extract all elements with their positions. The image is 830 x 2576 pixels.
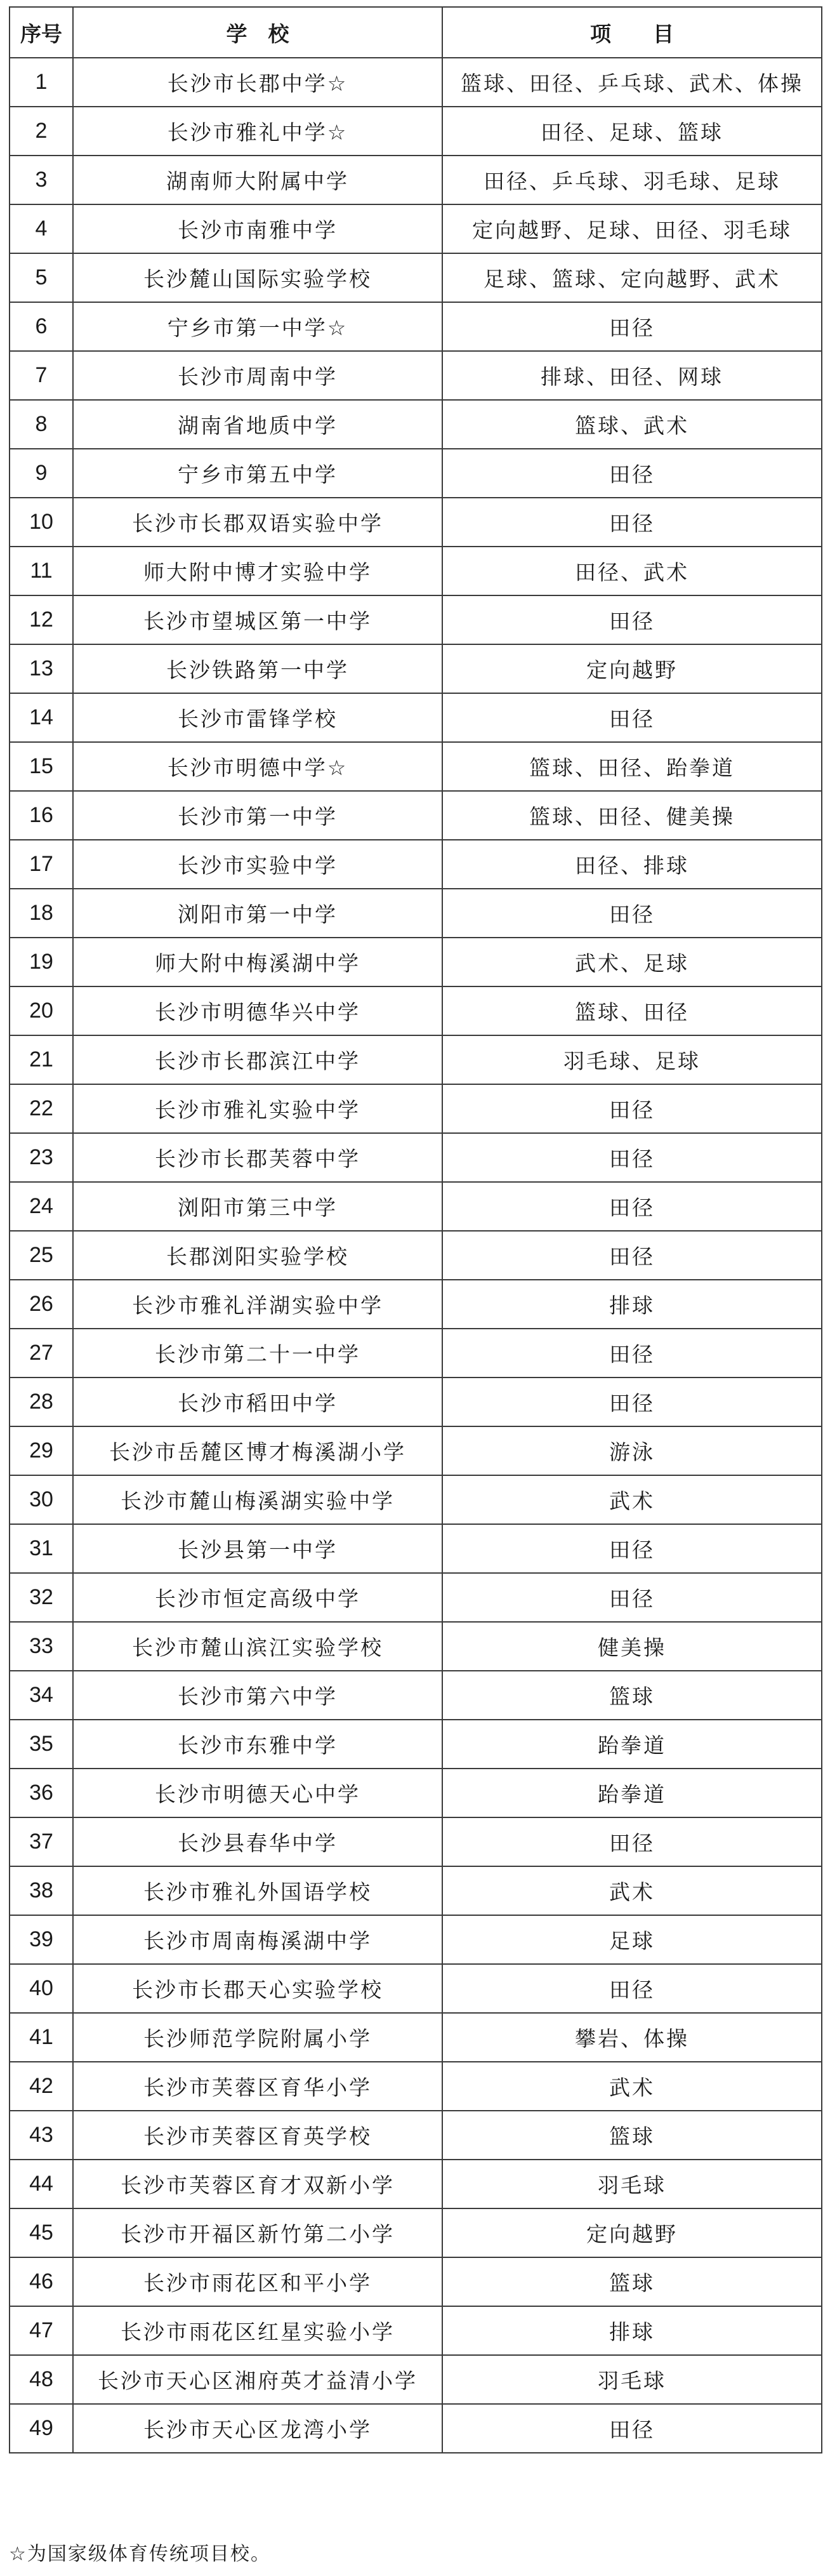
row-number: 11 bbox=[10, 547, 73, 595]
sport-items: 篮球 bbox=[442, 2257, 822, 2306]
table-row bbox=[10, 938, 822, 986]
school-name: 长沙市第一中学 bbox=[73, 791, 442, 840]
sport-items: 定向越野 bbox=[442, 2208, 822, 2257]
header-number: 序号 bbox=[10, 7, 73, 58]
sport-items: 定向越野、足球、田径、羽毛球 bbox=[442, 204, 822, 253]
sport-items: 武术、足球 bbox=[442, 938, 822, 986]
table-row bbox=[10, 1671, 822, 1720]
school-sports-table bbox=[9, 6, 822, 2453]
table-row bbox=[10, 2111, 822, 2160]
sport-items: 田径 bbox=[442, 1329, 822, 1378]
row-number: 15 bbox=[10, 742, 73, 791]
sport-items: 武术 bbox=[442, 1866, 822, 1915]
school-name: 宁乡市第五中学 bbox=[73, 449, 442, 498]
table-row bbox=[10, 1084, 822, 1133]
table-row bbox=[10, 204, 822, 253]
school-name: 长沙市长郡中学☆ bbox=[73, 58, 442, 107]
school-name: 长沙市明德华兴中学 bbox=[73, 986, 442, 1035]
header-school: 学 校 bbox=[73, 7, 442, 58]
school-name: 长沙市开福区新竹第二小学 bbox=[73, 2208, 442, 2257]
school-name: 长沙市雨花区红星实验小学 bbox=[73, 2306, 442, 2355]
row-number: 29 bbox=[10, 1426, 73, 1475]
row-number: 8 bbox=[10, 400, 73, 449]
row-number: 12 bbox=[10, 595, 73, 644]
table-row bbox=[10, 58, 822, 107]
table-row bbox=[10, 1182, 822, 1231]
footnote: ☆为国家级体育传统项目校。 bbox=[9, 2543, 271, 2565]
sport-items: 羽毛球 bbox=[442, 2355, 822, 2404]
row-number: 20 bbox=[10, 986, 73, 1035]
row-number: 24 bbox=[10, 1182, 73, 1231]
school-name: 宁乡市第一中学☆ bbox=[73, 302, 442, 351]
school-name: 长沙市芙蓉区育才双新小学 bbox=[73, 2160, 442, 2208]
row-number: 43 bbox=[10, 2111, 73, 2160]
row-number: 21 bbox=[10, 1035, 73, 1084]
sport-items: 田径 bbox=[442, 1964, 822, 2013]
table-row bbox=[10, 107, 822, 156]
table-row bbox=[10, 1573, 822, 1622]
row-number: 40 bbox=[10, 1964, 73, 2013]
school-name: 长沙市望城区第一中学 bbox=[73, 595, 442, 644]
table-row bbox=[10, 1964, 822, 2013]
table-row bbox=[10, 1426, 822, 1475]
school-name: 长沙市麓山梅溪湖实验中学 bbox=[73, 1475, 442, 1524]
sport-items: 羽毛球、足球 bbox=[442, 1035, 822, 1084]
table-row bbox=[10, 1524, 822, 1573]
row-number: 2 bbox=[10, 107, 73, 156]
sport-items: 田径、武术 bbox=[442, 547, 822, 595]
row-number: 48 bbox=[10, 2355, 73, 2404]
row-number: 37 bbox=[10, 1817, 73, 1866]
row-number: 32 bbox=[10, 1573, 73, 1622]
row-number: 35 bbox=[10, 1720, 73, 1769]
row-number: 47 bbox=[10, 2306, 73, 2355]
row-number: 34 bbox=[10, 1671, 73, 1720]
school-name: 长沙县春华中学 bbox=[73, 1817, 442, 1866]
table-row bbox=[10, 1720, 822, 1769]
table-row bbox=[10, 2208, 822, 2257]
school-name: 长沙市麓山滨江实验学校 bbox=[73, 1622, 442, 1671]
sport-items: 篮球、田径、跆拳道 bbox=[442, 742, 822, 791]
sport-items: 田径 bbox=[442, 449, 822, 498]
row-number: 44 bbox=[10, 2160, 73, 2208]
row-number: 28 bbox=[10, 1378, 73, 1426]
row-number: 39 bbox=[10, 1915, 73, 1964]
row-number: 30 bbox=[10, 1475, 73, 1524]
school-name: 长沙市长郡芙蓉中学 bbox=[73, 1133, 442, 1182]
table-row bbox=[10, 1769, 822, 1817]
sport-items: 田径 bbox=[442, 1573, 822, 1622]
school-name: 湖南省地质中学 bbox=[73, 400, 442, 449]
school-name: 长沙铁路第一中学 bbox=[73, 644, 442, 693]
table-row bbox=[10, 986, 822, 1035]
sport-items: 篮球 bbox=[442, 1671, 822, 1720]
school-name: 长沙市雷锋学校 bbox=[73, 693, 442, 742]
school-name: 长沙市天心区湘府英才益清小学 bbox=[73, 2355, 442, 2404]
school-name: 长沙市长郡天心实验学校 bbox=[73, 1964, 442, 2013]
row-number: 26 bbox=[10, 1280, 73, 1329]
table-row bbox=[10, 1866, 822, 1915]
sport-items: 武术 bbox=[442, 2062, 822, 2111]
sport-items: 游泳 bbox=[442, 1426, 822, 1475]
school-name: 长沙市长郡双语实验中学 bbox=[73, 498, 442, 547]
row-number: 4 bbox=[10, 204, 73, 253]
table-row bbox=[10, 302, 822, 351]
table-row bbox=[10, 547, 822, 595]
row-number: 6 bbox=[10, 302, 73, 351]
table-row bbox=[10, 644, 822, 693]
sport-items: 田径 bbox=[442, 498, 822, 547]
sport-items: 篮球、武术 bbox=[442, 400, 822, 449]
header-row bbox=[10, 7, 822, 58]
sport-items: 排球 bbox=[442, 1280, 822, 1329]
school-name: 长沙市芙蓉区育华小学 bbox=[73, 2062, 442, 2111]
school-name: 长沙市稻田中学 bbox=[73, 1378, 442, 1426]
table-row bbox=[10, 2062, 822, 2111]
row-number: 38 bbox=[10, 1866, 73, 1915]
school-name: 长沙市实验中学 bbox=[73, 840, 442, 889]
header-sport: 项 目 bbox=[442, 7, 822, 58]
sport-items: 排球 bbox=[442, 2306, 822, 2355]
row-number: 10 bbox=[10, 498, 73, 547]
row-number: 31 bbox=[10, 1524, 73, 1573]
table-row bbox=[10, 1622, 822, 1671]
sport-items: 田径 bbox=[442, 302, 822, 351]
row-number: 1 bbox=[10, 58, 73, 107]
row-number: 42 bbox=[10, 2062, 73, 2111]
sport-items: 武术 bbox=[442, 1475, 822, 1524]
sport-items: 田径、排球 bbox=[442, 840, 822, 889]
school-name: 长沙市天心区龙湾小学 bbox=[73, 2404, 442, 2453]
table-row bbox=[10, 253, 822, 302]
table-row bbox=[10, 1133, 822, 1182]
row-number: 19 bbox=[10, 938, 73, 986]
sport-items: 田径 bbox=[442, 1084, 822, 1133]
school-name: 长沙市明德中学☆ bbox=[73, 742, 442, 791]
sport-items: 田径 bbox=[442, 1133, 822, 1182]
row-number: 46 bbox=[10, 2257, 73, 2306]
table-row bbox=[10, 1817, 822, 1866]
sport-items: 攀岩、体操 bbox=[442, 2013, 822, 2062]
school-name: 长沙市雅礼外国语学校 bbox=[73, 1866, 442, 1915]
row-number: 36 bbox=[10, 1769, 73, 1817]
sport-items: 田径 bbox=[442, 1378, 822, 1426]
table-row bbox=[10, 498, 822, 547]
school-name: 湖南师大附属中学 bbox=[73, 156, 442, 204]
row-number: 45 bbox=[10, 2208, 73, 2257]
sport-items: 足球 bbox=[442, 1915, 822, 1964]
school-name: 长沙市周南中学 bbox=[73, 351, 442, 400]
school-name: 长沙市雨花区和平小学 bbox=[73, 2257, 442, 2306]
school-name: 长沙县第一中学 bbox=[73, 1524, 442, 1573]
row-number: 7 bbox=[10, 351, 73, 400]
sport-items: 篮球、田径、健美操 bbox=[442, 791, 822, 840]
table-header bbox=[10, 7, 822, 58]
school-name: 浏阳市第三中学 bbox=[73, 1182, 442, 1231]
row-number: 9 bbox=[10, 449, 73, 498]
table-row bbox=[10, 1475, 822, 1524]
school-name: 长沙市明德天心中学 bbox=[73, 1769, 442, 1817]
table-row bbox=[10, 1915, 822, 1964]
school-name: 长沙市长郡滨江中学 bbox=[73, 1035, 442, 1084]
sport-items: 篮球、田径 bbox=[442, 986, 822, 1035]
school-name: 长沙市第二十一中学 bbox=[73, 1329, 442, 1378]
table-row bbox=[10, 840, 822, 889]
row-number: 13 bbox=[10, 644, 73, 693]
school-name: 长沙市恒定高级中学 bbox=[73, 1573, 442, 1622]
table-row bbox=[10, 2355, 822, 2404]
row-number: 25 bbox=[10, 1231, 73, 1280]
sport-items: 羽毛球 bbox=[442, 2160, 822, 2208]
school-name: 长郡浏阳实验学校 bbox=[73, 1231, 442, 1280]
school-name: 浏阳市第一中学 bbox=[73, 889, 442, 938]
school-name: 长沙麓山国际实验学校 bbox=[73, 253, 442, 302]
sport-items: 定向越野 bbox=[442, 644, 822, 693]
row-number: 3 bbox=[10, 156, 73, 204]
school-name: 长沙市雅礼实验中学 bbox=[73, 1084, 442, 1133]
sport-items: 健美操 bbox=[442, 1622, 822, 1671]
sport-items: 田径 bbox=[442, 1817, 822, 1866]
school-name: 长沙市雅礼洋湖实验中学 bbox=[73, 1280, 442, 1329]
table-row bbox=[10, 2257, 822, 2306]
table-row bbox=[10, 742, 822, 791]
sport-items: 篮球 bbox=[442, 2111, 822, 2160]
school-name: 长沙市东雅中学 bbox=[73, 1720, 442, 1769]
sport-items: 田径 bbox=[442, 595, 822, 644]
row-number: 22 bbox=[10, 1084, 73, 1133]
table-row bbox=[10, 2306, 822, 2355]
row-number: 33 bbox=[10, 1622, 73, 1671]
table-row bbox=[10, 400, 822, 449]
table-row bbox=[10, 791, 822, 840]
sport-items: 田径 bbox=[442, 693, 822, 742]
table-row bbox=[10, 693, 822, 742]
row-number: 27 bbox=[10, 1329, 73, 1378]
sport-items: 田径 bbox=[442, 889, 822, 938]
row-number: 23 bbox=[10, 1133, 73, 1182]
school-name: 长沙市岳麓区博才梅溪湖小学 bbox=[73, 1426, 442, 1475]
school-name: 长沙市第六中学 bbox=[73, 1671, 442, 1720]
table-row bbox=[10, 1231, 822, 1280]
sport-items: 足球、篮球、定向越野、武术 bbox=[442, 253, 822, 302]
row-number: 41 bbox=[10, 2013, 73, 2062]
sport-items: 排球、田径、网球 bbox=[442, 351, 822, 400]
sport-items: 田径 bbox=[442, 1524, 822, 1573]
school-name: 师大附中博才实验中学 bbox=[73, 547, 442, 595]
table-row bbox=[10, 2404, 822, 2453]
table-row bbox=[10, 1329, 822, 1378]
sport-items: 篮球、田径、乒乓球、武术、体操 bbox=[442, 58, 822, 107]
school-name: 长沙市周南梅溪湖中学 bbox=[73, 1915, 442, 1964]
sport-items: 田径、乒乓球、羽毛球、足球 bbox=[442, 156, 822, 204]
school-name: 长沙市南雅中学 bbox=[73, 204, 442, 253]
row-number: 14 bbox=[10, 693, 73, 742]
row-number: 5 bbox=[10, 253, 73, 302]
school-name: 师大附中梅溪湖中学 bbox=[73, 938, 442, 986]
row-number: 16 bbox=[10, 791, 73, 840]
table-row bbox=[10, 156, 822, 204]
row-number: 49 bbox=[10, 2404, 73, 2453]
table-body bbox=[10, 58, 822, 2453]
sport-items: 田径 bbox=[442, 1231, 822, 1280]
school-name: 长沙市芙蓉区育英学校 bbox=[73, 2111, 442, 2160]
sport-items: 田径 bbox=[442, 2404, 822, 2453]
table-row bbox=[10, 351, 822, 400]
table-row bbox=[10, 1280, 822, 1329]
table-row bbox=[10, 2160, 822, 2208]
row-number: 17 bbox=[10, 840, 73, 889]
sport-items: 跆拳道 bbox=[442, 1769, 822, 1817]
school-name: 长沙市雅礼中学☆ bbox=[73, 107, 442, 156]
school-name: 长沙师范学院附属小学 bbox=[73, 2013, 442, 2062]
table-row bbox=[10, 595, 822, 644]
table-row bbox=[10, 1035, 822, 1084]
sport-items: 跆拳道 bbox=[442, 1720, 822, 1769]
sport-items: 田径、足球、篮球 bbox=[442, 107, 822, 156]
sport-items: 田径 bbox=[442, 1182, 822, 1231]
table-row bbox=[10, 889, 822, 938]
table-row bbox=[10, 1378, 822, 1426]
row-number: 18 bbox=[10, 889, 73, 938]
table-row bbox=[10, 2013, 822, 2062]
table-row bbox=[10, 449, 822, 498]
